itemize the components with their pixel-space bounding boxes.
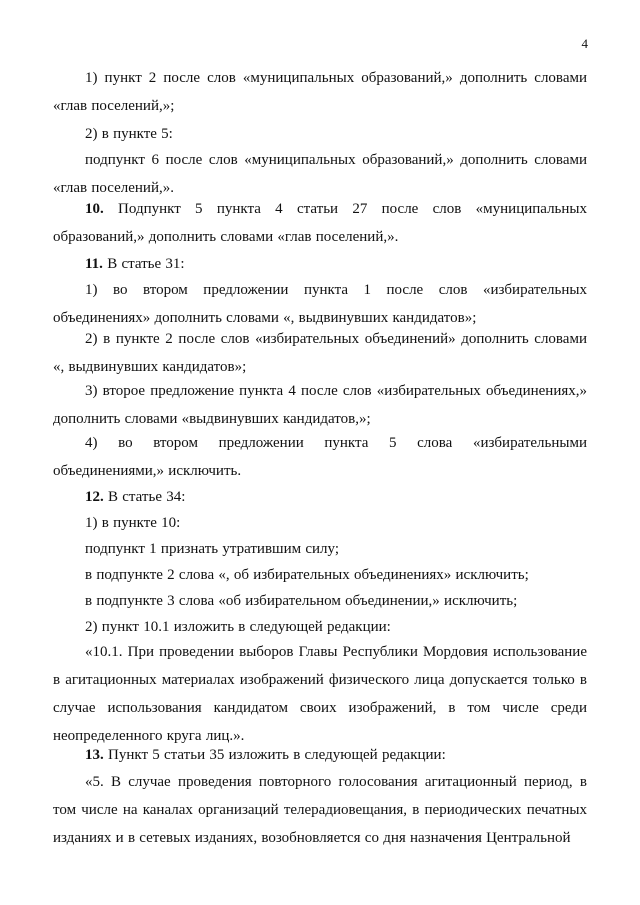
- paragraph-text: 1) в пункте 10:: [85, 515, 181, 531]
- paragraph-6: [53, 276, 587, 332]
- paragraph-item-10: [53, 195, 587, 251]
- paragraph-7: [53, 325, 587, 381]
- paragraph-text: подпункт 1 признать утратившим силу;: [85, 541, 339, 557]
- paragraph-16: [53, 638, 587, 750]
- paragraph-2: [53, 120, 587, 148]
- paragraph-18: [53, 768, 587, 852]
- paragraph-text: подпункт 6 после слов «муниципальных образований,» дополнить словами «глав поселений,».: [53, 152, 587, 196]
- paragraph-13: [53, 561, 587, 589]
- paragraph-item-12: [53, 483, 587, 511]
- paragraph-text: В статье 34:: [103, 489, 186, 505]
- paragraph-text: Подпункт 5 пункта 4 статьи 27 после слов «муниципальных образований,» дополнить словами «глав поселений,».: [53, 201, 587, 245]
- paragraph-text: 1) во втором предложении пункта 1 после слов «избирательных объединениях» дополнить словами «, выдвинувших кандидатов»;: [53, 282, 587, 326]
- paragraph-3: [53, 146, 587, 202]
- paragraph-text: 4) во втором предложении пункта 5 слова «избирательными объединениями,» исключить.: [53, 435, 587, 479]
- paragraph-15: [53, 613, 587, 641]
- paragraph-item-11: [53, 250, 587, 278]
- paragraph-text: в подпункте 3 слова «об избирательном объединении,» исключить;: [85, 593, 518, 609]
- paragraph-11: [53, 509, 587, 537]
- item-number: 12.: [85, 489, 104, 505]
- paragraph-text: 2) в пункте 2 после слов «избирательных объединений» дополнить словами «, выдвинувших кандидатов»;: [53, 331, 587, 375]
- paragraph-1: [53, 64, 587, 120]
- paragraph-text: 2) пункт 10.1 изложить в следующей редакции:: [85, 619, 391, 635]
- paragraph-text: В статье 31:: [102, 256, 185, 272]
- paragraph-text: «10.1. При проведении выборов Главы Республики Мордовия использование в агитационных материалах изображений физического лица допускается только в случае использования кандидатом своих изображений, в том числе среди неопределенного круга лиц.».: [53, 644, 587, 744]
- item-number: 13.: [85, 747, 104, 763]
- paragraph-text: 2) в пункте 5:: [85, 126, 173, 142]
- item-number: 10.: [85, 201, 104, 217]
- item-number: 11.: [85, 256, 103, 272]
- paragraph-text: «5. В случае проведения повторного голосования агитационный период, в том числе на каналах организаций телерадиовещания, в периодических печатных изданиях и в сетевых изданиях, возобновляется со дня назначения Центральной: [53, 774, 587, 846]
- paragraph-14: [53, 587, 587, 615]
- paragraph-9: [53, 429, 587, 485]
- page-number: 4: [581, 36, 588, 51]
- paragraph-item-13: [53, 741, 587, 769]
- paragraph-text: Пункт 5 статьи 35 изложить в следующей редакции:: [103, 747, 446, 763]
- paragraph-8: [53, 377, 587, 433]
- paragraph-text: 1) пункт 2 после слов «муниципальных образований,» дополнить словами «глав поселений,»;: [53, 70, 587, 114]
- paragraph-text: в подпункте 2 слова «, об избирательных объединениях» исключить;: [85, 567, 529, 583]
- paragraph-text: 3) второе предложение пункта 4 после слов «избирательных объединениях,» дополнить словами «выдвинувших кандидатов,»;: [53, 383, 587, 427]
- paragraph-12: [53, 535, 587, 563]
